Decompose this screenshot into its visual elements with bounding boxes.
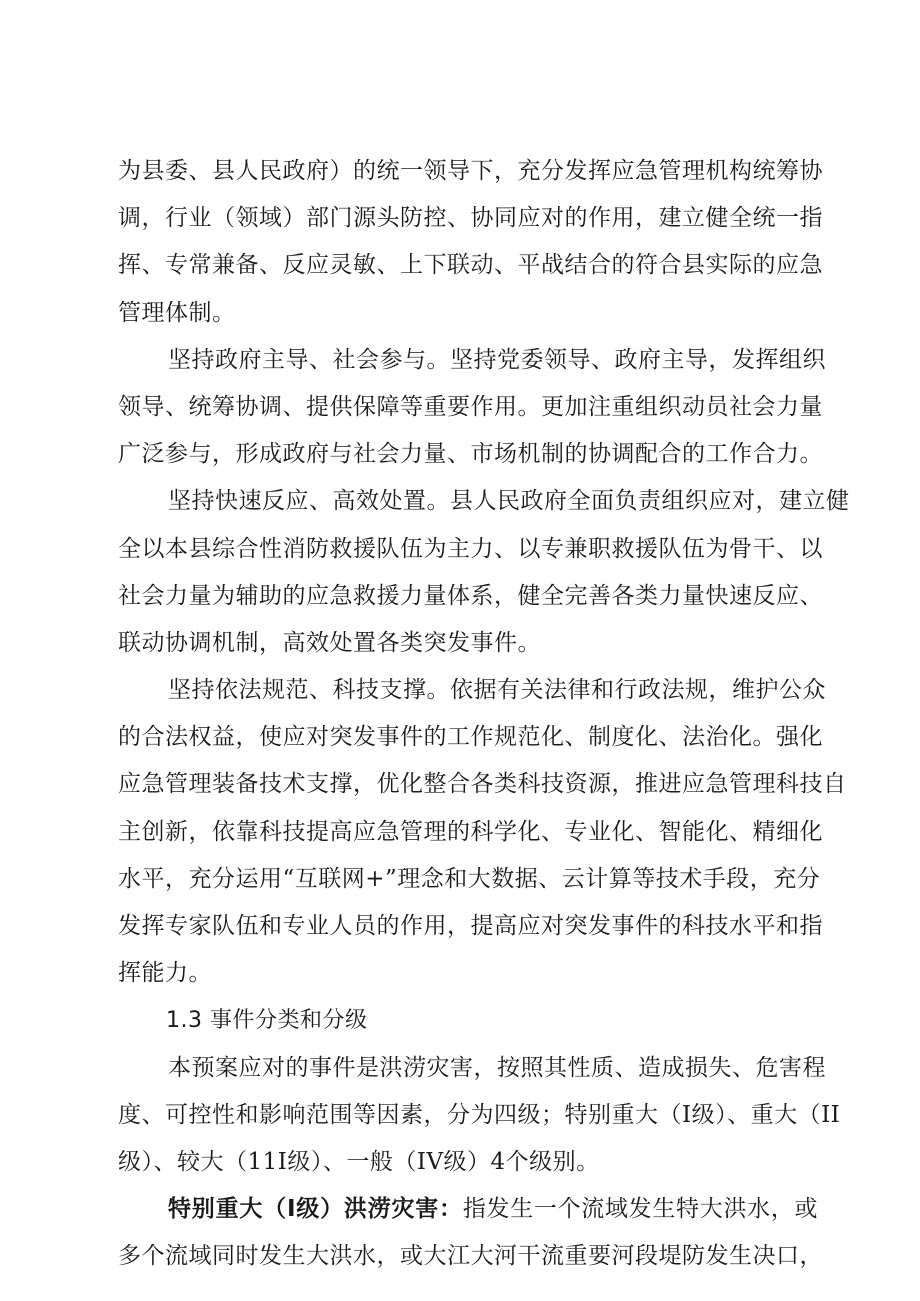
text-span: 指发生一个流域发生特大洪水，或 <box>462 1196 819 1223</box>
text-line: 联动协调机制，高效处置各类突发事件。 <box>118 629 541 656</box>
text-line: 为县委、县人民政府）的统一领导下，充分发挥应急管理机构统筹协 <box>118 158 823 184</box>
text-line: 应急管理装备技术支撑，优化整合各类科技资源，推进应急管理科技自 <box>118 771 847 798</box>
text-line: 本预案应对的事件是洪涝灾害，按照其性质、造成损失、危害程 <box>168 1054 826 1081</box>
text-line: 管理体制。 <box>118 299 236 326</box>
text-line: 级）、较大（11I级）、一般（IV级）4个级别。 <box>118 1148 600 1175</box>
document-body <box>118 148 850 1281</box>
text-line: 社会力量为辅助的应急救援力量体系，健全完善各类力量快速反应、 <box>118 582 823 609</box>
text-line: 广泛参与，形成政府与社会力量、市场机制的协调配合的工作合力。 <box>118 441 823 468</box>
text-line: 的合法权益，使应对突发事件的工作规范化、制度化、法治化。强化 <box>118 724 823 751</box>
text-line: 调，行业（领域）部门源头防控、协同应对的作用，建立健全统一指 <box>118 205 823 232</box>
text-line: 挥、专常兼备、反应灵敏、上下联动、平战结合的符合县实际的应急 <box>118 252 823 279</box>
text-line: 全以本县综合性消防救援队伍为主力、以专兼职救援队伍为骨干、以 <box>118 535 823 562</box>
text-line: 领导、统筹协调、提供保障等重要作用。更加注重组织动员社会力量 <box>118 393 823 420</box>
text-line: 度、可控性和影响范围等因素，分为四级；特别重大（I级）、重大（II <box>118 1101 841 1128</box>
text-line: 主创新，依靠科技提高应急管理的科学化、专业化、智能化、精细化 <box>118 818 823 845</box>
section-heading: 1.3 事件分类和分级 <box>166 1008 368 1034</box>
text-line: 坚持快速反应、高效处置。县人民政府全面负责组织应对，建立健 <box>168 488 850 515</box>
text-line: 水平，充分运用“互联网+”理念和大数据、云计算等技术手段，充分 <box>118 865 821 892</box>
text-line: 坚持依法规范、科技支撑。依据有关法律和行政法规，维护公众 <box>168 677 826 704</box>
bold-label: 特别重大（I级）洪涝灾害： <box>168 1196 463 1223</box>
text-line: 挥能力。 <box>118 960 212 987</box>
text-line: 发挥专家队伍和专业人员的作用，提高应对突发事件的科技水平和指 <box>118 913 823 939</box>
text-line: 多个流域同时发生大洪水，或大江大河干流重要河段堤防发生决口， <box>118 1243 823 1270</box>
text-line <box>118 1186 818 1233</box>
text-line: 坚持政府主导、社会参与。坚持党委领导、政府主导，发挥组织 <box>168 346 826 373</box>
